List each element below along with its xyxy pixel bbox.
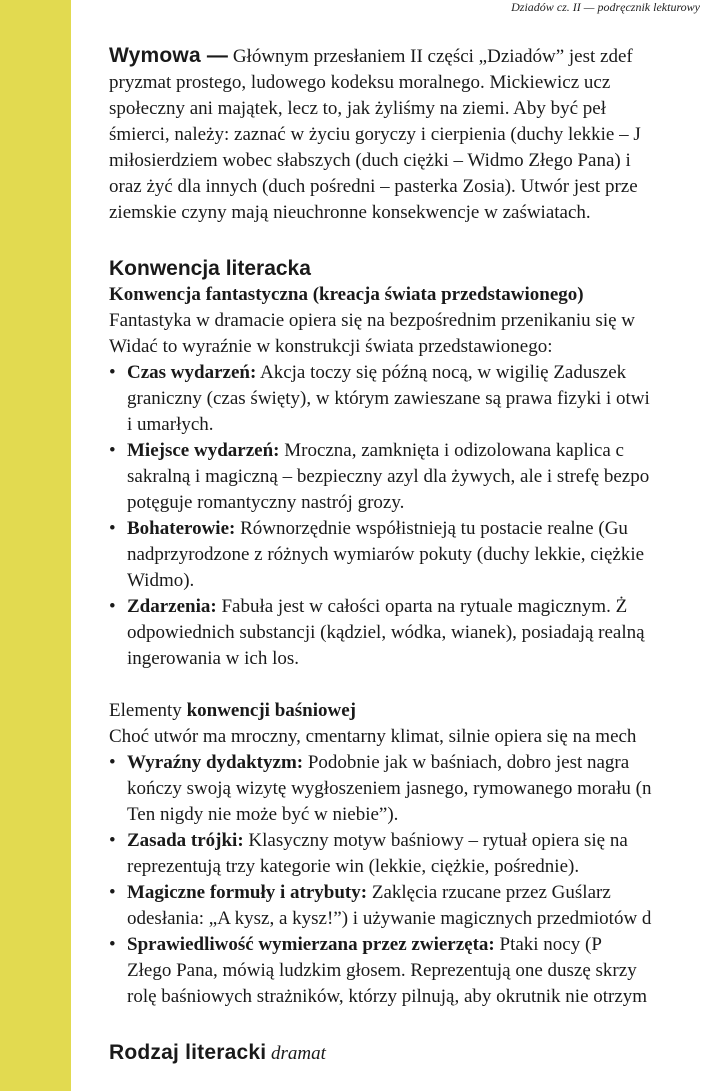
wymowa-line: ziemskie czyny mają nieuchronne konsekwencje w zaświatach.	[109, 202, 591, 223]
bullet-term: Bohaterowie:	[127, 518, 236, 539]
bullet-term: Sprawiedliwość wymierzana przez zwierzęta:	[127, 934, 495, 955]
list-item: • Wyraźny dydaktyzm: Podobnie jak w baśniach, dobro jest nagra kończy swoją wizytę wygłoszeniem jasnego, rymowanego morału (n Ten nigdy nie może być w niebie”).	[109, 750, 714, 828]
section-wymowa	[109, 43, 714, 226]
list-item: • Zdarzenia: Fabuła jest w całości oparta na rytuale magicznym. Ż odpowiednich substancji (kądziel, wódka, wianek), posiadają realną ingerowania w ich los.	[109, 594, 714, 672]
list-item: • Sprawiedliwość wymierzana przez zwierzęta: Ptaki nocy (P Złego Pana, mówią ludzkim głosem. Reprezentują one duszę skrzy rolę baśniowych strażników, którzy pilnują, aby okrutnik nie otrzym	[109, 932, 714, 1010]
basniowa-list	[109, 750, 714, 1010]
rodzaj-value: dramat	[271, 1043, 326, 1064]
basniowa-intro: Choć utwór ma mroczny, cmentarny klimat, silnie opiera się na mech	[109, 726, 637, 747]
rodzaj-heading: Rodzaj literacki	[109, 1041, 267, 1064]
wymowa-line: społeczny ani majątek, lecz to, jak żyliśmy na ziemi. Aby być peł	[109, 98, 607, 119]
bullet-term: Zdarzenia:	[127, 596, 217, 617]
list-item: • Bohaterowie: Równorzędnie współistnieją tu postacie realne (Gu nadprzyrodzone z różnych wymiarów pokuty (duchy lekkie, ciężkie Widmo).	[109, 516, 714, 594]
fantastyczna-intro-line: Widać to wyraźnie w konstrukcji świata przedstawionego:	[109, 336, 553, 357]
bullet-term: Zasada trójki:	[127, 830, 244, 851]
konwencja-heading: Konwencja literacka	[109, 257, 311, 280]
fantastyczna-subheading: Konwencja fantastyczna (kreacja świata przedstawionego)	[109, 284, 584, 305]
wymowa-line: śmierci, należy: zaznać w życiu goryczy i cierpienia (duchy lekkie – J	[109, 124, 641, 145]
wymowa-heading: Wymowa —	[109, 44, 229, 67]
section-rodzaj	[109, 1040, 714, 1067]
bullet-term: Czas wydarzeń:	[127, 362, 257, 383]
fantastyczna-intro-line: Fantastyka w dramacie opiera się na bezpośrednim przenikaniu się w	[109, 310, 636, 331]
bullet-term: Magiczne formuły i atrybuty:	[127, 882, 368, 903]
wymowa-line: miłosierdziem wobec słabszych (duch ciężki – Widmo Złego Pana) i	[109, 150, 631, 171]
basniowa-subheading: Elementy konwencji baśniowej	[109, 700, 356, 721]
list-item: • Czas wydarzeń: Akcja toczy się późną nocą, w wigilię Zaduszek graniczny (czas święty), w którym zawieszane są prawa fizyki i otwi i umarłych.	[109, 360, 714, 438]
bullet-term: Miejsce wydarzeń:	[127, 440, 280, 461]
page-margin-bar	[0, 0, 71, 1091]
page-content	[109, 43, 714, 1067]
wymowa-line: oraz żyć dla innych (duch pośredni – pasterka Zosia). Utwór jest prze	[109, 176, 638, 197]
wymowa-line: pryzmat prostego, ludowego kodeksu moralnego. Mickiewicz ucz	[109, 72, 611, 93]
running-header: Dziadów cz. II — podręcznik lekturowy	[511, 0, 700, 14]
fantastyczna-list	[109, 360, 714, 672]
bullet-term: Wyraźny dydaktyzm:	[127, 752, 304, 773]
list-item: • Zasada trójki: Klasyczny motyw baśniowy – rytuał opiera się na reprezentują trzy kategorie win (lekkie, ciężkie, pośrednie).	[109, 828, 714, 880]
list-item: • Magiczne formuły i atrybuty: Zaklęcia rzucane przez Guślarz odesłania: „A kysz, a kysz!”) i używanie magicznych przedmiotów d	[109, 880, 714, 932]
wymowa-line: Wymowa — Głównym przesłaniem II części „Dziadów” jest zdef	[109, 44, 633, 67]
list-item: • Miejsce wydarzeń: Mroczna, zamknięta i odizolowana kaplica c sakralną i magiczną – bezpieczny azyl dla żywych, ale i strefę bezpo potęguje romantyczny nastrój grozy.	[109, 438, 714, 516]
section-konwencja	[109, 256, 714, 1010]
